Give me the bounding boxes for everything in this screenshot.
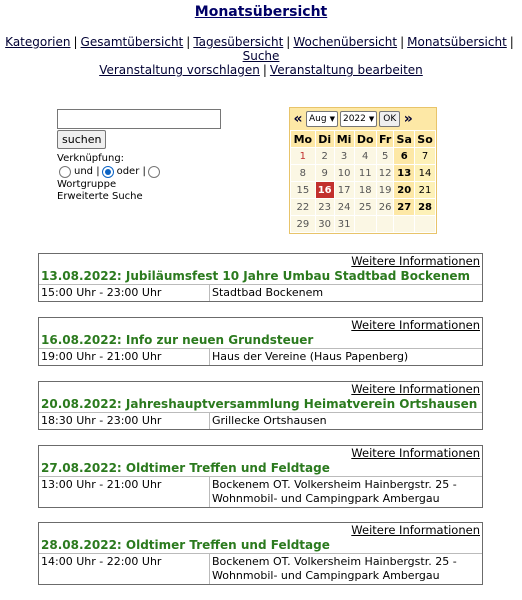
nav-separator: | [262,63,267,77]
event-card [38,445,483,508]
calendar-empty-cell [415,216,436,233]
calendar-day[interactable]: 16 [315,182,334,199]
calendar-day[interactable]: 28 [415,199,436,216]
calendar-day[interactable]: 23 [315,199,334,216]
calendar-day[interactable]: 4 [354,148,376,165]
event-location: Grillecke Ortshausen [212,414,327,427]
weekday-label: So [415,131,436,148]
calendar-day[interactable]: 29 [291,216,316,233]
event-card [38,317,483,366]
month-select[interactable] [306,111,338,127]
nav-link-wochenuebersicht[interactable]: Wochenübersicht [293,35,398,49]
calendar-day[interactable]: 21 [415,182,436,199]
calendar-day[interactable]: 2 [315,148,334,165]
event-title: 16.08.2022: Info zur neuen Grundsteuer [41,333,314,347]
event-location: Haus der Vereine (Haus Papenberg) [212,350,409,363]
month-select-value: Aug [309,114,327,124]
event-details-row [39,476,482,507]
nav-separator: | [73,35,78,49]
search-button[interactable]: suchen [57,130,106,149]
calendar-day[interactable]: 1 [291,148,316,165]
nav-separator: | [186,35,191,49]
calendar-day[interactable]: 6 [394,148,415,165]
month-calendar [289,107,437,234]
event-details-row [39,284,482,301]
event-details-row [39,348,482,365]
weekday-row [291,131,436,148]
event-time: 15:00 Uhr - 23:00 Uhr [39,285,210,301]
nav-row-2 [0,63,522,77]
event-time: 14:00 Uhr - 22:00 Uhr [39,554,210,584]
search-panel [57,109,227,203]
nav-link-monatsuebersicht[interactable]: Monatsübersicht [407,35,507,49]
event-details-row [39,553,482,584]
event-card [38,381,483,430]
event-location: Bockenem OT. Volkersheim Hainbergstr. 25 - Wohnmobil- und Campingpark Ambergau [212,478,457,505]
radio-und-label: und [74,166,94,177]
nav-link-kategorien[interactable]: Kategorien [5,35,71,49]
nav-row-1 [0,35,522,49]
advanced-search-link[interactable]: Erweiterte Suche [57,191,143,202]
year-select[interactable] [340,111,377,127]
more-info-link[interactable]: Weitere Informationen [351,318,480,332]
nav-row-1b [0,49,522,63]
page-title[interactable]: Monatsübersicht [194,4,328,20]
calendar-header [290,108,436,130]
calendar-day[interactable]: 5 [376,148,393,165]
event-title: 13.08.2022: Jubiläumsfest 10 Jahre Umbau Stadtbad Bockenem [41,269,471,283]
calendar-week-row [291,165,436,182]
event-title: 20.08.2022: Jahreshauptversammlung Heimatverein Ortshausen [41,397,478,411]
event-details-row [39,412,482,429]
calendar-empty-cell [394,216,415,233]
calendar-day[interactable]: 18 [354,182,376,199]
weekday-label: Di [315,131,334,148]
radio-wortgruppe-label: Wortgruppe [57,179,117,190]
calendar-day[interactable]: 10 [334,165,354,182]
chevron-down-icon: ▼ [368,115,375,123]
calendar-day[interactable]: 30 [315,216,334,233]
nav-separator: | [400,35,405,49]
calendar-grid [290,130,436,233]
nav-link-gesamtuebersicht[interactable]: Gesamtübersicht [80,35,184,49]
calendar-day[interactable]: 11 [354,165,376,182]
event-title: 28.08.2022: Oldtimer Treffen und Feldtage [41,538,330,552]
nav-link-veranstaltung-vorschlagen[interactable]: Veranstaltung vorschlagen [99,63,260,77]
radio-oder-label: oder [116,166,140,177]
calendar-day[interactable]: 14 [415,165,436,182]
nav-separator: | [286,35,291,49]
calendar-day[interactable]: 9 [315,165,334,182]
calendar-day[interactable]: 22 [291,199,316,216]
prev-month-arrow-icon[interactable]: « [293,111,303,127]
chevron-down-icon: ▼ [329,115,335,123]
event-card [38,253,483,302]
weekday-label: Mi [334,131,354,148]
calendar-day[interactable]: 25 [354,199,376,216]
nav-separator: | [509,35,514,49]
calendar-day[interactable]: 27 [394,199,415,216]
calendar-day[interactable]: 26 [376,199,393,216]
calendar-week-row [291,148,436,165]
link-mode-label: Verknüpfung: [57,153,125,164]
calendar-day[interactable]: 31 [334,216,354,233]
event-card [38,522,483,585]
calendar-day[interactable]: 20 [394,182,415,199]
calendar-day[interactable]: 24 [334,199,354,216]
weekday-label: Sa [394,131,415,148]
radio-wortgruppe[interactable] [148,166,160,178]
calendar-week-row [291,216,436,233]
nav-link-suche[interactable]: Suche [242,49,280,63]
nav-link-tagesuebersicht[interactable]: Tagesübersicht [193,35,284,49]
main-navigation [0,35,522,77]
radio-und[interactable] [59,166,71,178]
calendar-empty-cell [376,216,393,233]
weekday-label: Mo [291,131,316,148]
weekday-label: Fr [376,131,393,148]
event-time: 19:00 Uhr - 21:00 Uhr [39,349,210,365]
more-info-link[interactable]: Weitere Informationen [351,446,480,460]
calendar-day[interactable]: 15 [291,182,316,199]
nav-link-veranstaltung-bearbeiten[interactable]: Veranstaltung bearbeiten [269,63,423,77]
calendar-day[interactable]: 12 [376,165,393,182]
weekday-label: Do [354,131,376,148]
radio-separator: | [93,166,100,177]
event-time: 13:00 Uhr - 21:00 Uhr [39,477,210,507]
more-info-link[interactable]: Weitere Informationen [351,382,480,396]
calendar-day[interactable]: 13 [394,165,415,182]
event-location: Bockenem OT. Volkersheim Hainbergstr. 25 - Wohnmobil- und Campingpark Ambergau [212,555,457,582]
calendar-empty-cell [354,216,376,233]
calendar-week-row [291,199,436,216]
calendar-day[interactable]: 8 [291,165,316,182]
more-info-link[interactable]: Weitere Informationen [351,523,480,537]
calendar-day[interactable]: 19 [376,182,393,199]
event-time: 18:30 Uhr - 23:00 Uhr [39,413,210,429]
calendar-ok-button[interactable]: OK [379,111,400,127]
link-mode-options [57,165,227,179]
radio-oder[interactable] [102,166,114,178]
radio-separator: | [139,166,146,177]
event-title: 27.08.2022: Oldtimer Treffen und Feldtage [41,461,330,475]
search-input[interactable] [57,109,221,129]
next-month-arrow-icon[interactable]: » [403,111,413,127]
more-info-link[interactable]: Weitere Informationen [351,254,480,268]
calendar-day[interactable]: 3 [334,148,354,165]
calendar-day[interactable]: 17 [334,182,354,199]
calendar-day[interactable]: 7 [415,148,436,165]
year-select-value: 2022 [342,114,366,124]
event-location: Stadtbad Bockenem [212,286,324,299]
calendar-week-row [291,182,436,199]
